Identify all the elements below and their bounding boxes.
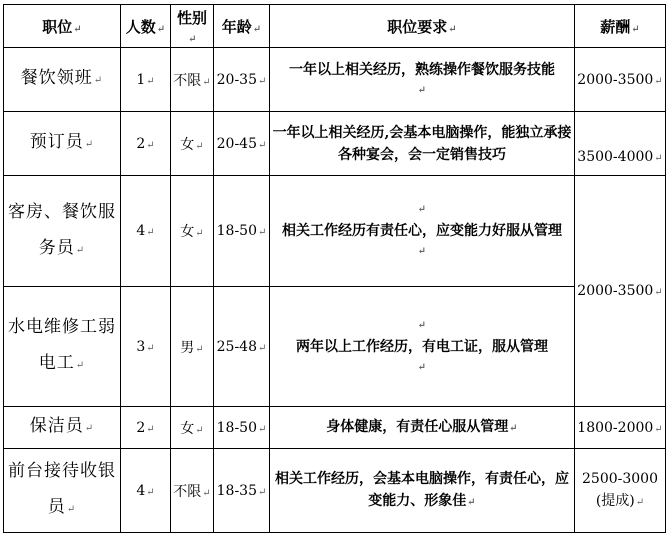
table-row [4, 112, 666, 176]
requirements-cell: 一年以上相关经历，熟练操作餐饮服务技能 ↵ [270, 48, 575, 112]
count-cell: 2↵ [121, 407, 171, 449]
salary-cell-merged: 2000-3500↵ [575, 176, 666, 407]
position-cell: 客房、餐饮服务员↵ [4, 176, 121, 287]
gender-cell: 女↵ [171, 112, 214, 176]
age-cell: 25-48↵ [214, 287, 270, 407]
count-cell: 2↵ [121, 112, 171, 176]
count-cell: 4↵ [121, 176, 171, 287]
position-cell: 前台接待收银员↵ [4, 449, 121, 533]
salary-cell: 2500-3000 (提成)↵ [575, 449, 666, 533]
count-cell: 3↵ [121, 287, 171, 407]
position-cell: 保洁员↵ [4, 407, 121, 449]
header-position: 职位↵ [4, 5, 121, 48]
table-row [4, 176, 666, 287]
table-row [4, 407, 666, 449]
header-requirements: 职位要求↵ [270, 5, 575, 48]
count-cell: 1↵ [121, 48, 171, 112]
requirements-cell: 身体健康，有责任心服从管理↵ [270, 407, 575, 449]
table-row [4, 449, 666, 533]
gender-cell: 女↵ [171, 407, 214, 449]
position-cell: 水电维修工弱电工↵ [4, 287, 121, 407]
table-row [4, 48, 666, 112]
salary-cell: 2000-3500↵ [575, 48, 666, 112]
position-cell: 预订员↵ [4, 112, 121, 176]
gender-cell: 男↵ [171, 287, 214, 407]
recruitment-table [3, 4, 666, 533]
age-cell: 20-45↵ [214, 112, 270, 176]
age-cell: 18-35↵ [214, 449, 270, 533]
gender-cell: 不限↵ [171, 449, 214, 533]
requirements-cell: ↵ 两年以上工作经历，有电工证，服从管理 ↵ [270, 287, 575, 407]
header-gender: 性别↵ [171, 5, 214, 48]
requirements-cell: 一年以上相关经历,会基本电脑操作，能独立承接各种宴会，会一定销售技巧 [270, 112, 575, 176]
age-cell: 18-50↵ [214, 176, 270, 287]
header-age: 年龄↵ [214, 5, 270, 48]
salary-cell: 1800-2000↵ [575, 407, 666, 449]
count-cell: 4↵ [121, 449, 171, 533]
salary-note: (提成) [595, 492, 635, 509]
salary-cell: 3500-4000↵ [575, 112, 666, 176]
header-row [4, 5, 666, 48]
gender-cell: 女↵ [171, 176, 214, 287]
age-cell: 20-35↵ [214, 48, 270, 112]
gender-cell: 不限↵ [171, 48, 214, 112]
header-count: 人数↵ [121, 5, 171, 48]
requirements-cell: 相关工作经历，会基本电脑操作，有责任心，应变能力、形象佳↵ [270, 449, 575, 533]
header-salary: 薪酬↵ [575, 5, 666, 48]
requirements-cell: ↵ 相关工作经历有责任心，应变能力好服从管理 ↵ [270, 176, 575, 287]
age-cell: 18-50↵ [214, 407, 270, 449]
position-cell: 餐饮领班↵ [4, 48, 121, 112]
table-row [4, 287, 666, 407]
